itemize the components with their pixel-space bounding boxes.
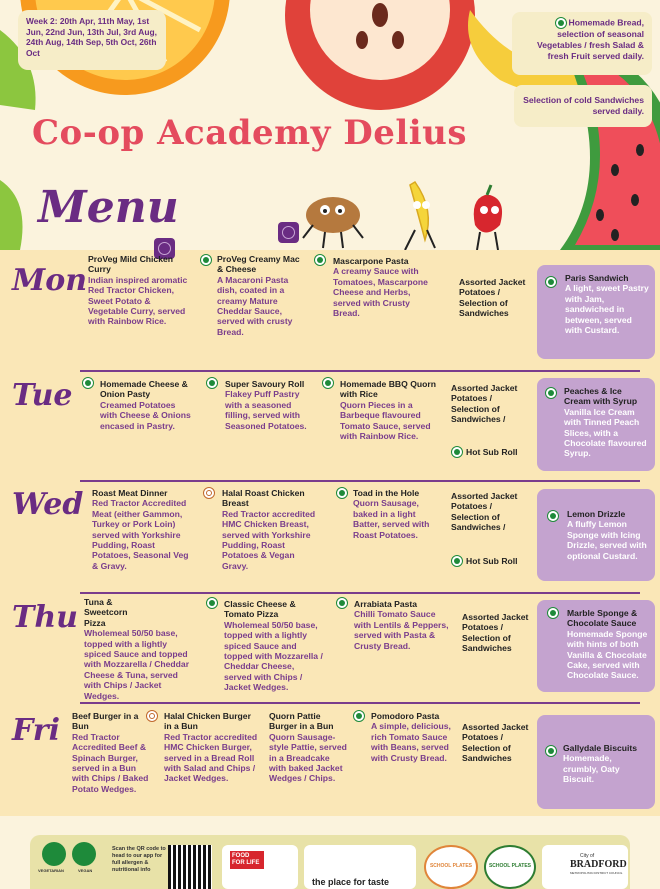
halal-icon bbox=[146, 710, 158, 722]
vegetarian-icon bbox=[82, 377, 94, 389]
item-desc: Quorn Pieces in a Barbeque flavoured Tomato Sauce, served with Rainbow Rice. bbox=[340, 399, 431, 442]
bradford-text: BRADFORD bbox=[570, 859, 627, 870]
item-name: Toad in the Hole bbox=[353, 488, 420, 498]
side-item-extra bbox=[466, 447, 536, 457]
divider bbox=[80, 702, 640, 704]
item-desc: Red Tractor accredited HMC Chicken Burger, served in a Bread Roll with Salad and Chips / Jacket Wedges. bbox=[164, 731, 258, 784]
day-label-fri: Fri bbox=[12, 713, 60, 748]
item-name: ProVeg Creamy Mac & Cheese bbox=[217, 254, 300, 275]
side-item bbox=[462, 722, 532, 764]
divider bbox=[80, 480, 640, 482]
menu-item bbox=[340, 379, 436, 441]
vegetarian-icon bbox=[322, 377, 334, 389]
menu-item bbox=[333, 256, 428, 318]
cartoon-characters bbox=[285, 170, 525, 255]
vegetarian-icon bbox=[555, 17, 567, 29]
place-for-taste-text: the place for taste bbox=[312, 877, 390, 887]
day-label-tue: Tue bbox=[12, 378, 73, 413]
menu-item bbox=[84, 597, 194, 701]
vegetarian-icon bbox=[206, 597, 218, 609]
dessert-desc: A fluffy Lemon Sponge with Icing Drizzle, served with optional Custard. bbox=[567, 519, 647, 561]
side-text: Assorted Jacket Potatoes / Selection of Sandwiches / bbox=[451, 491, 518, 533]
bradford-sub-text: METROPOLITAN DISTRICT COUNCIL bbox=[570, 871, 623, 875]
menu-item bbox=[100, 379, 195, 431]
vegetarian-icon bbox=[353, 710, 365, 722]
info-bread-box bbox=[512, 12, 652, 75]
vegetarian-icon bbox=[451, 555, 463, 567]
side-item bbox=[462, 612, 532, 654]
dessert-desc: A light, sweet Pastry with Jam, sandwiched in between, served with Custard. bbox=[565, 283, 649, 336]
item-name: Arrabiata Pasta bbox=[354, 599, 418, 609]
item-name: Mascarpone Pasta bbox=[333, 256, 409, 266]
legend-vegan-label: VEGAN bbox=[78, 868, 93, 873]
school-plates-text: SCHOOL PLATES bbox=[488, 863, 532, 869]
vegetarian-icon bbox=[545, 745, 557, 757]
dessert-name: Peaches & Ice Cream with Syrup bbox=[564, 386, 638, 407]
item-desc: Wholemeal 50/50 base, topped with a lightly spiced Sauce and topped with Mozzarella / Cheddar Cheese, served with Chips / Jacket Wedges. bbox=[224, 619, 323, 693]
menu-item bbox=[217, 254, 307, 337]
qr-instructions: Scan the QR code to head to our app for full allergen & nutritional info bbox=[112, 846, 166, 873]
halal-icon bbox=[203, 487, 215, 499]
place-for-taste-logo bbox=[304, 845, 416, 889]
side-extra-text: Hot Sub Roll bbox=[466, 447, 518, 457]
item-desc: A creamy Sauce with Tomatoes, Mascarpone Cheese and Herbs, served with Crusty Bread. bbox=[333, 266, 428, 319]
dessert-box bbox=[537, 265, 655, 359]
menu-item bbox=[371, 711, 457, 763]
menu-item bbox=[224, 599, 324, 693]
vegetarian-icon bbox=[206, 377, 218, 389]
dessert-name: Lemon Drizzle bbox=[567, 509, 626, 519]
dessert-box bbox=[537, 489, 655, 581]
day-label-wed: Wed bbox=[12, 487, 84, 522]
item-name: Homemade Cheese & Onion Pasty bbox=[100, 379, 188, 400]
week-dates-box bbox=[18, 10, 166, 70]
item-name: Classic Cheese & Tomato Pizza bbox=[224, 599, 296, 620]
week-dates-text: Week 2: 20th Apr, 11th May, 1st Jun, 22nd Jun, 13th Jul, 3rd Aug, 24th Aug, 14th Sep, 5th Oct, 26th Oct bbox=[26, 16, 157, 58]
school-plates-logo-2 bbox=[484, 845, 536, 889]
bradford-city-text: City of bbox=[580, 853, 595, 859]
item-desc: A Macaroni Pasta dish, coated in a creamy Mature Cheddar Sauce, served with crusty Bread. bbox=[217, 274, 293, 337]
menu-item bbox=[353, 488, 439, 540]
info-sandwiches-box bbox=[514, 85, 652, 127]
item-desc: A simple, delicious, rich Tomato Sauce with Beans, served with Crusty Bread. bbox=[371, 721, 451, 763]
vegetarian-icon bbox=[545, 276, 557, 288]
page-title: Co-op Academy Delius bbox=[32, 113, 468, 153]
menu-item bbox=[222, 488, 322, 571]
side-extra-text: Hot Sub Roll bbox=[466, 556, 518, 566]
bradford-council-logo bbox=[542, 845, 628, 889]
item-name: Halal Chicken Burger in a Bun bbox=[164, 711, 251, 732]
dessert-name: Gallydale Biscuits bbox=[563, 743, 638, 753]
item-desc: Quorn Sausage, baked in a light Batter, served with Roast Potatoes. bbox=[353, 498, 430, 540]
item-desc: Indian inspired aromatic Red Tractor Chicken, Sweet Potato & Vegetable Curry, served with Rainbow Rice. bbox=[88, 274, 188, 327]
vegetarian-icon bbox=[314, 254, 326, 266]
dessert-desc: Homemade, crumbly, Oaty Biscuit. bbox=[563, 753, 620, 785]
side-text: Assorted Jacket Potatoes / Selection of Sandwiches bbox=[459, 277, 526, 319]
item-name: Quorn Pattie Burger in a Bun bbox=[269, 711, 334, 732]
item-desc: Red Tractor Accredited Meat (either Gammon, Turkey or Pork Loin) served with Yorkshire Pudding, Roast Potatoes, Seasonal Veg & Gravy. bbox=[92, 498, 189, 571]
item-name: Beef Burger in a Bun bbox=[72, 711, 139, 732]
divider bbox=[80, 592, 640, 594]
item-desc: Creamed Potatoes with Cheese & Onions encased in Pastry. bbox=[100, 399, 191, 431]
vegetarian-icon bbox=[451, 446, 463, 458]
menu-item bbox=[72, 711, 154, 794]
item-name: Halal Roast Chicken Breast bbox=[222, 488, 305, 509]
info-sandwiches-text: Selection of cold Sandwiches served daily. bbox=[523, 95, 644, 116]
food-for-life-text: FOOD FOR LIFE bbox=[230, 851, 264, 869]
vegetarian-icon bbox=[547, 510, 559, 522]
dessert-desc: Homemade Sponge with hints of both Vanilla & Chocolate Cake, served with Chocolate Sauce. bbox=[567, 628, 648, 681]
item-desc: Quorn Sausage-style Pattie, served in a Breadcake with baked Jacket Wedges / Chips. bbox=[269, 731, 347, 784]
dessert-box bbox=[537, 715, 655, 809]
day-label-mon: Mon bbox=[12, 263, 88, 298]
vegetarian-icon bbox=[547, 607, 559, 619]
dessert-box bbox=[537, 600, 655, 692]
side-text: Assorted Jacket Potatoes / Selection of Sandwiches bbox=[462, 722, 529, 764]
divider bbox=[80, 370, 640, 372]
day-label-thu: Thu bbox=[12, 600, 78, 635]
menu-item bbox=[269, 711, 347, 784]
item-desc: Red Tractor accredited HMC Chicken Breast, served with Yorkshire Pudding, Roast Potatoes & Vegan Gravy. bbox=[222, 508, 316, 571]
menu-item bbox=[92, 488, 192, 571]
legend-vegetarian-label: VEGETARIAN bbox=[38, 868, 64, 873]
item-name: Homemade BBQ Quorn with Rice bbox=[340, 379, 436, 400]
side-text: Assorted Jacket Potatoes / Selection of Sandwiches bbox=[462, 612, 529, 654]
vegetarian-icon bbox=[336, 487, 348, 499]
item-name: Roast Meat Dinner bbox=[92, 488, 168, 498]
dessert-box bbox=[537, 378, 655, 471]
vegetarian-icon bbox=[545, 387, 557, 399]
item-desc: Flakey Puff Pastry with a seasoned filling, served with Seasoned Potatoes. bbox=[225, 389, 307, 431]
qr-code[interactable] bbox=[168, 845, 212, 889]
item-name: Pomodoro Pasta bbox=[371, 711, 440, 721]
item-desc: Wholemeal 50/50 base, topped with a lightly spiced Sauce and topped with Mozzarella / Cheddar Cheese & Tuna, served with Chips / Jacket Wedges. bbox=[84, 628, 190, 701]
side-item-extra bbox=[466, 556, 536, 566]
info-bread-text: Homemade Bread, selection of seasonal Vegetables / fresh Salad & fresh Fruit served daily. bbox=[537, 17, 644, 61]
side-item bbox=[451, 491, 523, 533]
item-name: Tuna & Sweetcorn Pizza bbox=[84, 597, 128, 628]
food-for-life-logo bbox=[222, 845, 298, 889]
menu-heading: Menu bbox=[38, 182, 179, 233]
menu-item bbox=[225, 379, 315, 431]
school-plates-logo-1 bbox=[424, 845, 478, 889]
school-plates-text: SCHOOL PLATES bbox=[429, 863, 473, 869]
item-desc: Red Tractor Accredited Beef & Spinach Burger, served in a Bun with Chips / Baked Potato Wedges. bbox=[72, 731, 149, 794]
vegan-icon bbox=[278, 222, 299, 243]
item-name: ProVeg Mild Chicken Curry bbox=[88, 254, 174, 275]
legend-vegetarian bbox=[42, 842, 66, 866]
vegetarian-icon bbox=[200, 254, 212, 266]
side-item bbox=[459, 277, 527, 319]
menu-item bbox=[354, 599, 454, 651]
legend-vegan bbox=[72, 842, 96, 866]
item-name: Super Savoury Roll bbox=[225, 379, 305, 389]
dessert-desc: Vanilla Ice Cream with Tinned Peach Slices, with a Chocolate flavoured Syrup. bbox=[564, 406, 647, 459]
menu-item bbox=[88, 254, 188, 327]
dessert-name: Paris Sandwich bbox=[565, 273, 629, 283]
side-text: Assorted Jacket Potatoes / Selection of Sandwiches / bbox=[451, 383, 518, 425]
item-desc: Chilli Tomato Sauce with Lentils & Peppers, served with Pasta & Crusty Bread. bbox=[354, 609, 449, 651]
menu-item bbox=[164, 711, 259, 784]
dessert-name: Marble Sponge & Chocolate Sauce bbox=[567, 608, 638, 629]
vegetarian-icon bbox=[336, 597, 348, 609]
side-item bbox=[451, 383, 523, 425]
